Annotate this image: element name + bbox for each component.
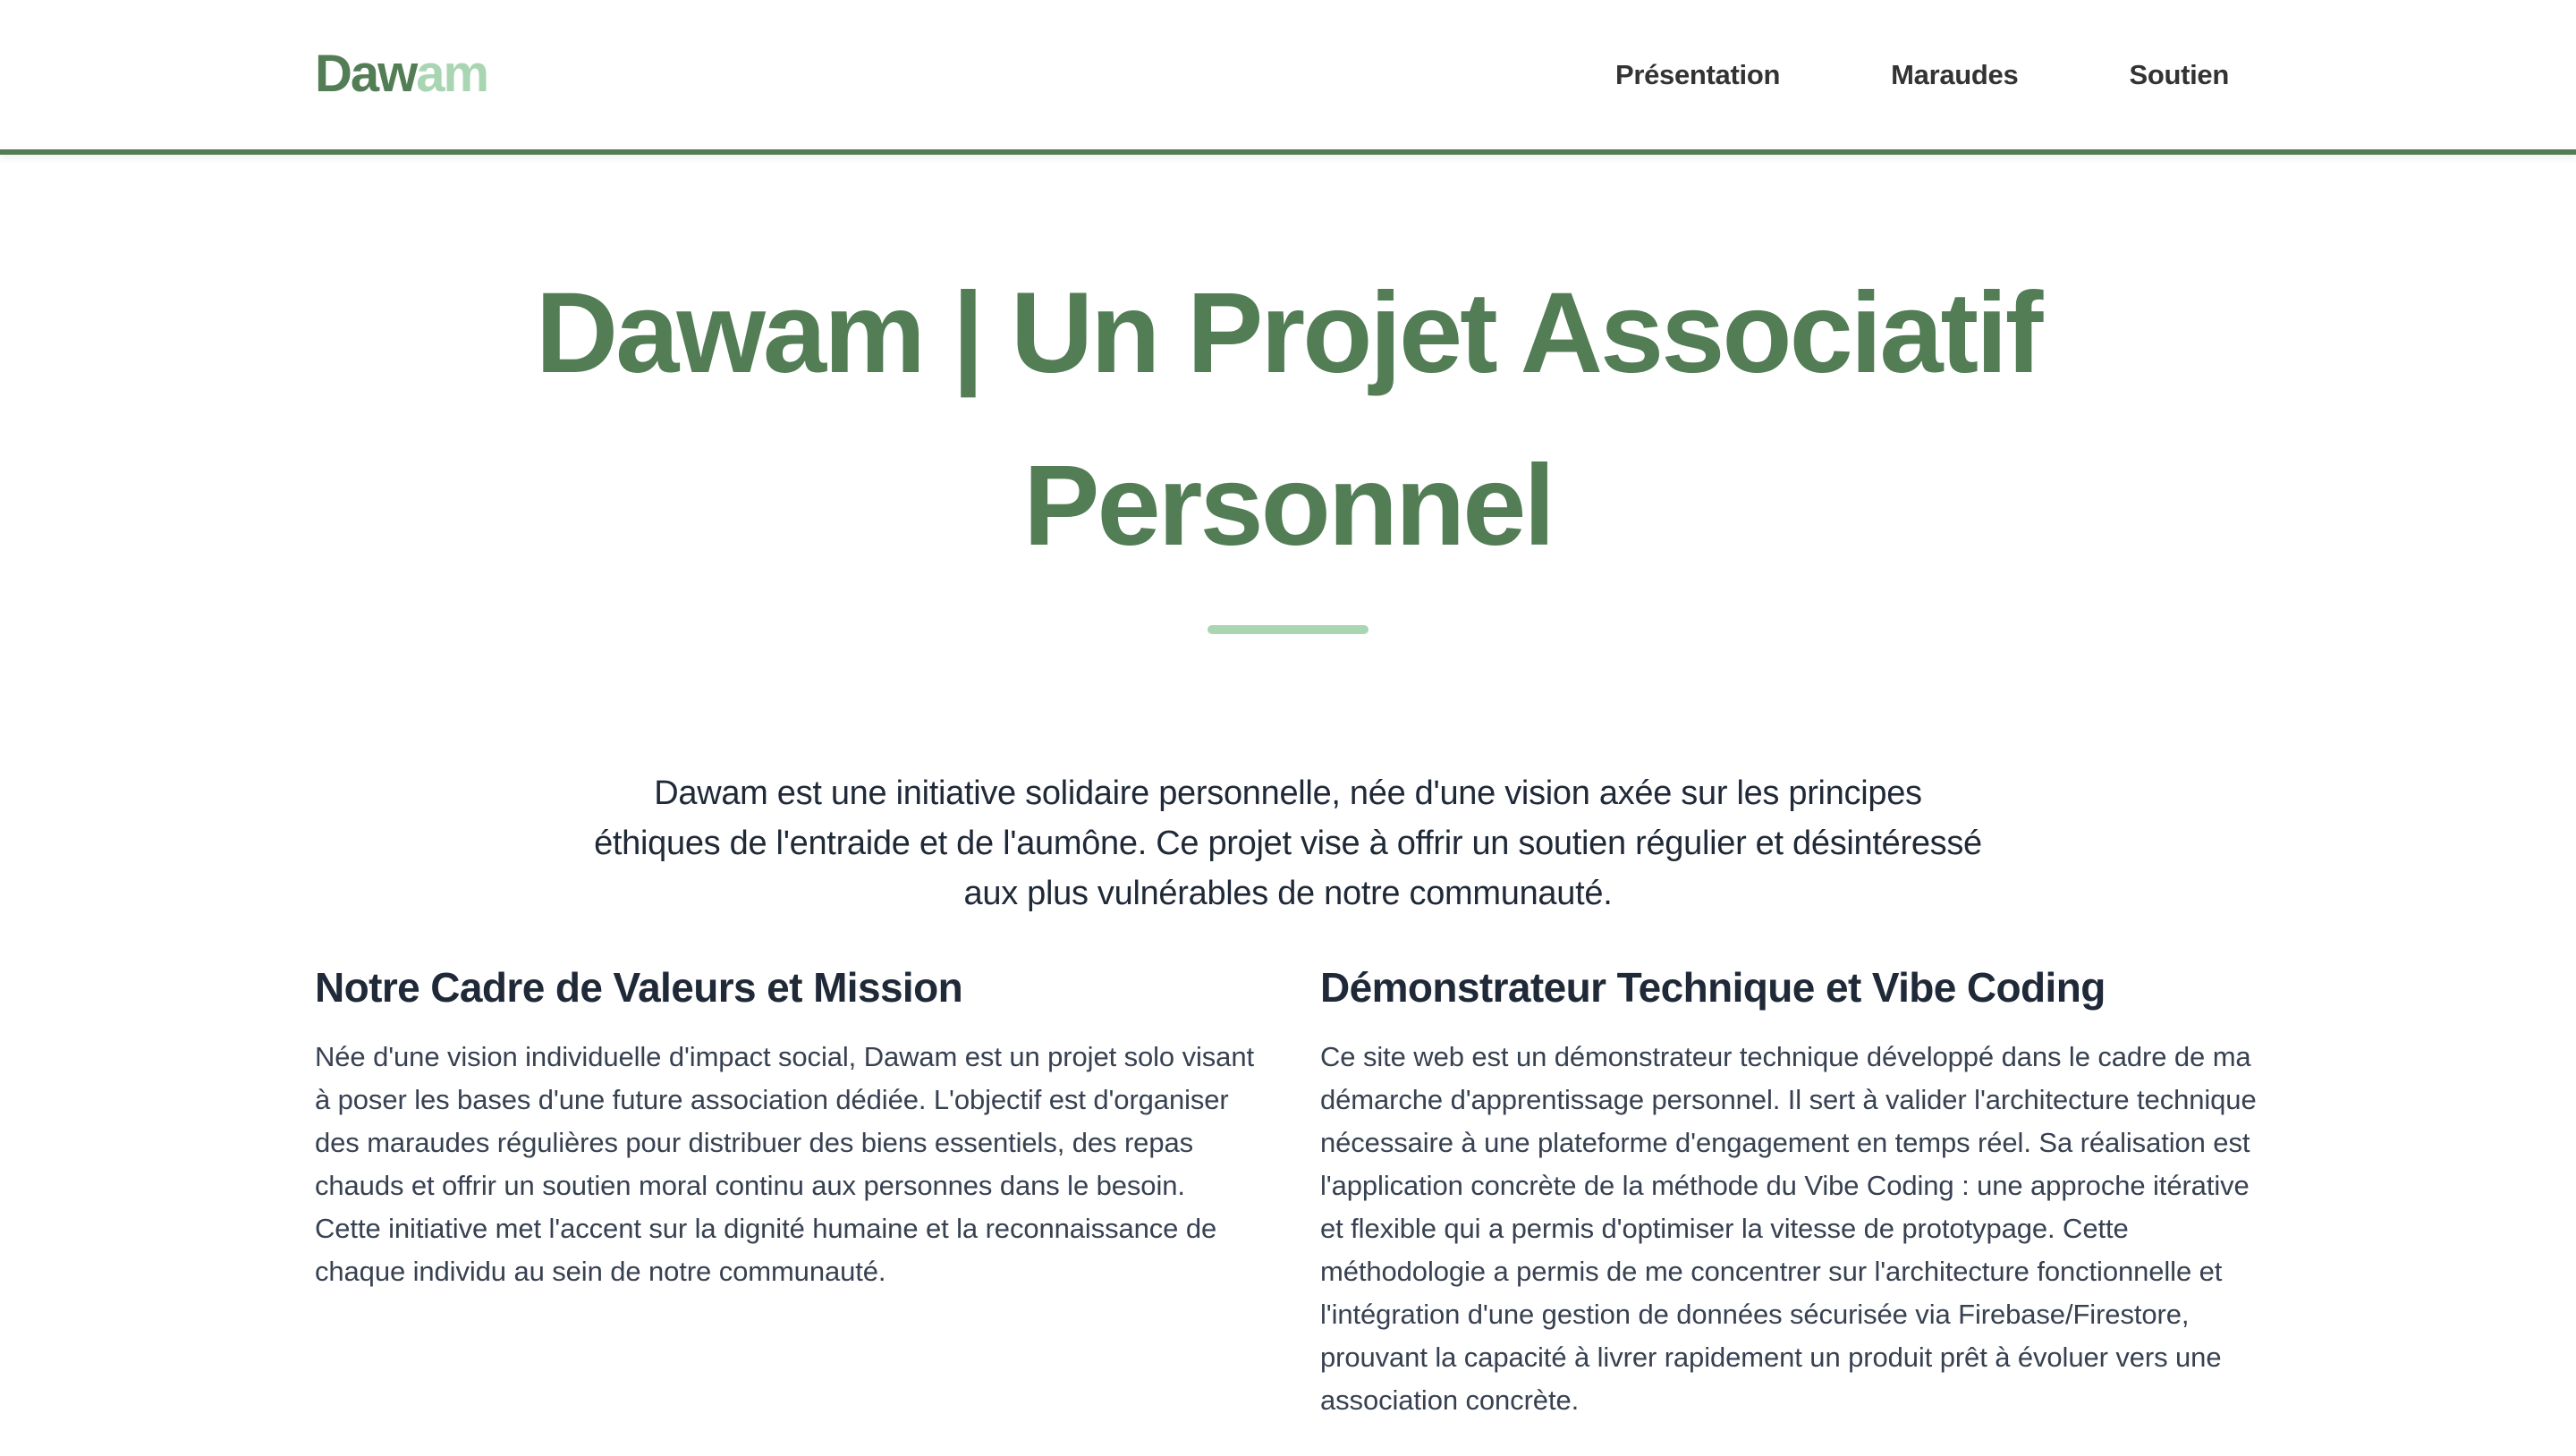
main-nav: [1615, 59, 2229, 91]
main-content: [0, 155, 2576, 1416]
page-title: Dawam | Un Projet Associatif Personnel: [535, 269, 2041, 570]
hero-section: [0, 155, 2576, 634]
section-heading: Démonstrateur Technique et Vibe Coding: [1320, 964, 2106, 1011]
nav-item-presentation[interactable]: Présentation: [1614, 58, 1781, 90]
logo-part-dark: Daw: [315, 44, 417, 103]
section-body: Née d'une vision individuelle d'impact social, Dawam est un projet solo visant à poser les bases d'une future association dédiée. L'objectif est d'organiser des maraudes régulières pour distribuer des biens essentiels, des repas chauds et offrir un soutien moral continu aux personnes dans le besoin. Cette initiative met l'accent sur la dignité humaine et la reconnaissance de chaque individu au sein de notre communauté.: [315, 1041, 1254, 1287]
section-body: Ce site web est un démonstrateur technique développé dans le cadre de ma démarche d'apprentissage personnel. Il sert à valider l'architecture technique nécessaire à une plateforme d'engagement en temps réel. Sa réalisation est l'application concrète de la méthode du Vibe Coding : une approche itérative et flexible qui a permis d'optimiser la vitesse de prototypage. Cette méthodologie a permis de me concentrer sur l'architecture fonctionnelle et l'intégration d'une gestion de données sécurisée via Firebase/Firestore, prouvant la capacité à livrer rapidement un produit prêt à évoluer vers une association concrète.: [1320, 1041, 2257, 1416]
section-heading: Notre Cadre de Valeurs et Mission: [315, 964, 963, 1011]
nav-item-maraudes[interactable]: Maraudes: [1891, 58, 2019, 90]
content-columns: [315, 959, 2261, 1422]
header-inner: [315, 0, 2261, 149]
logo[interactable]: [315, 44, 488, 103]
intro-paragraph: Dawam est une initiative solidaire personnelle, née d'une vision axée sur les principes éthiques de l'entraide et de l'aumône. Ce projet vise à offrir un soutien régulier et désintéressé aux plus vulnérables de notre communauté.: [594, 775, 1982, 912]
nav-item-soutien[interactable]: Soutien: [2129, 58, 2229, 90]
section-values-mission: [315, 959, 1256, 1422]
logo-part-light: am: [416, 44, 488, 103]
section-technical-demo: [1320, 959, 2261, 1422]
title-underline-divider: [1208, 625, 1368, 634]
site-header: [0, 0, 2576, 155]
